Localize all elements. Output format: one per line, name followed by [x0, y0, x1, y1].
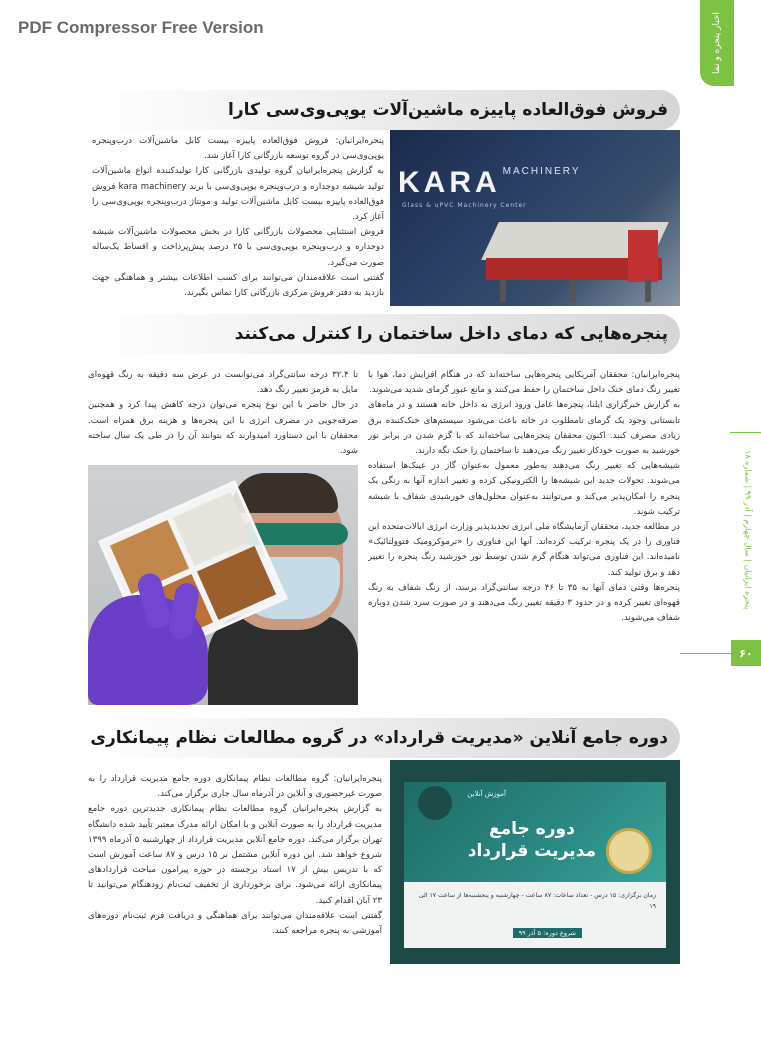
article-3-paragraph: گفتنی است علاقه‌مندان می‌توانند برای هماهنگی و دریافت فرم ثبت‌نام دوره‌های آموزشی به پنجره مراجعه کنند. [88, 910, 382, 937]
article-1-paragraph: فروش استثنایی محصولات بازرگانی کارا در بخش محصولات ماشین‌آلات شیشه دوجداره و درب‌وپنجره یوپی‌وی‌سی با ۲۵ درصد پیش‌پرداخت و اقساط یک‌ساله صورت می‌گیرد. [92, 227, 384, 268]
article-2-paragraph: پنجره‌ایرانیان: محققان آمریکایی پنجره‌هایی ساخته‌اند که در هنگام افزایش دما، هوا با تغییر رنگ دمای خنک داخل ساختمان را حفظ می‌کنند و مانع عبور گرمای شدید می‌شوند. [368, 370, 680, 396]
pdf-watermark: PDF Compressor Free Version [18, 18, 264, 37]
article-2-paragraph: به گزارش خبرگزاری ایلنا، پنجره‌ها عامل ورود انرژی به داخل خانه هستند و در ماه‌های تابستانی وجود یک گرمای نامطلوب در خانه باعث می‌شود سیستم‌های خنک‌کننده برق زیادی مصرف کنند. اکنون محققان پنجره‌هایی ساخته‌اند که با گرم شدن در برابر نور خورشید به صورت خودکار تغییر رنگ می‌دهند تا ساختمان را خنک نگه دارند. [368, 400, 680, 457]
machine-leg [570, 280, 576, 302]
section-tab-label: اخبار پنجره و نما [712, 12, 722, 74]
article-1-paragraph: گفتنی است علاقه‌مندان می‌توانند برای کسب اطلاعات بیشتر و هماهنگی جهت بازدید به دفتر فروش مرکزی بازرگانی کارا تماس بگیرند. [92, 272, 384, 299]
article-3-body [88, 772, 382, 962]
section-tab [700, 0, 734, 86]
article-3-headline: دوره جامع آنلاین «مدیریت قرارداد» در گروه مطالعات نظام پیمانکاری [88, 718, 680, 758]
institute-logo-icon [418, 786, 452, 820]
article-2-paragraph: شیشه‌هایی که تغییر رنگ می‌دهند به‌طور معمول به‌عنوان گاز در عینک‌ها استفاده می‌شوند. تحولات جدید این شیشه‌ها را الکترونیکی کرده و تغییر اندازه آنها به رنگی یک پنجره را امکان‌پذیر می‌کند و می‌توانند به‌عنوان محلول‌های خورشیدی شفاف با شیشه ترکیب شوند. [368, 461, 680, 517]
banner-info: زمان برگزاری: ۱۵ درس - تعداد ساعات: ۸۷ ساعت - چهارشنبه و پنجشنبه‌ها از ساعت ۱۷ الی ۱۹ [418, 892, 656, 910]
article-1-paragraph: پنجره‌ایرانیان: فروش فوق‌العاده پاییزه بیست کابل ماشین‌آلات درب‌وپنجره یوپی‌وی‌سی در گروه توسعه بازرگانی کارا آغاز شد. [92, 136, 384, 162]
university-seal-icon [606, 828, 652, 874]
article-2-paragraph: در حال حاضر با این نوع پنجره می‌توان درجه کاهش پیدا کرد و همچنین صرفه‌جویی در مصرف انرژی با این پنجره‌ها و هزینه برق همراه است. محققان با این دستاورد امیدوارند که بتوانند آن را در طی یک سال ساخته شود. [88, 400, 358, 457]
page-number: ۶۰ [731, 640, 761, 666]
smart-window-photo [88, 465, 358, 705]
banner-start-date: شروع دوره: ۵ آذر ۹۹ [513, 928, 582, 938]
banner-card [404, 782, 666, 948]
article-2-paragraph: پنجره‌ها وقتی دمای آنها به ۳۵ تا ۴۶ درجه سانتی‌گراد برسد، از رنگ شفاف به رنگ قهوه‌ای تغییر کرده و در حدود ۳ دقیقه تغییر رنگ می‌دهند و در صورت سرد شدن دوباره شفاف می‌شوند. [368, 582, 680, 624]
article-1-headline: فروش فوق‌العاده پاییزه ماشین‌آلات یوپی‌وی‌سی کارا [88, 90, 680, 130]
article-2-headline: پنجره‌هایی که دمای داخل ساختمان را کنترل می‌کنند [88, 314, 680, 354]
machine-leg [645, 280, 651, 302]
article-3-paragraph: پنجره‌ایرانیان: گروه مطالعات نظام پیمانکاری دوره جامع مدیریت قرارداد را به صورت غیرحضوری و آنلاین در آذرماه سال جاری برگزار می‌کند. [88, 774, 382, 800]
contract-course-banner [390, 760, 680, 964]
article-2-paragraph: در مطالعه جدید، محققان آزمایشگاه ملی انرژی تجدیدپذیر وزارت انرژی ایالات‌متحده این فناوری را در یک پنجره ترکیب کرده‌اند. آنها این فناوری را «ترموکرومیک فتوولتائیک» نامیده‌اند. این فناوری می‌تواند هنگام گرم شدن توسط نور خورشید رنگ پنجره را تغییر دهد و برق تولید کند. [368, 522, 680, 578]
article-3-paragraph: به گزارش پنجره‌ایرانیان گروه مطالعات نظام پیمانکاری جدیدترین دوره جامع مدیریت قرارداد را به صورت آنلاین و با امکان ارائه مدرک معتبر تأیید شده دانشگاه تهران برگزار می‌کند. دوره جامع آنلاین مدیریت قرارداد از چهارشنبه ۵ آذرماه ۱۳۹۹ شروع خواهد شد. این دوره آنلاین مشتمل بر ۱۵ درس و ۸۷ ساعت آموزش است که با تدریس بیش از ۱۷ استاد برجسته در حوزه پیرامون مباحث قراردادهای پیمانکاری ارائه می‌شود. برای برخورداری از تخفیف ثبت‌نام زودهنگام می‌توانید تا ۲۳ آبان اقدام کنید. [88, 804, 382, 906]
person-hair [232, 473, 338, 513]
side-caption-strip [738, 430, 758, 630]
banner-band [404, 782, 666, 882]
kara-machinery-photo [390, 130, 680, 306]
kara-tagline: Glass & uPVC Machinery Center [402, 202, 527, 209]
article-1-paragraph: به گزارش پنجره‌ایرانیان گروه تولیدی بازرگانی کارا تولیدکننده انواع ماشین‌آلات تولید شیشه دوجداره و درب‌وپنجره یوپی‌وی‌سی با برند kara machinery فروش فوق‌العاده پاییزه بیست کابل ماشین‌آلات تولید و مونتاژ درب‌وپنجره یوپی‌وی‌سی را آغاز کرد. [92, 166, 384, 223]
article-1-body [92, 134, 384, 304]
article-2-body-left [88, 368, 358, 460]
machine-control-panel [628, 230, 658, 282]
kara-logo: KARA $^{MACHINERY}$ [398, 166, 581, 199]
side-caption: پنجره ایرانیان | سال چهارم | آذر ۹۹ | شماره ۱۸ [743, 450, 753, 610]
article-2-body-right [368, 368, 680, 698]
page-number-rule [680, 653, 731, 654]
banner-tagline: آموزش آنلاین [467, 790, 506, 798]
article-2-paragraph: تا ۳۲.۴ درجه سانتی‌گراد می‌توانست در عرض سه دقیقه به رنگ قهوه‌ای مایل به قرمز تغییر رنگ دهد. [88, 370, 358, 396]
banner-title: دوره جامع مدیریت قرارداد [467, 819, 596, 861]
machine-leg [500, 280, 506, 302]
